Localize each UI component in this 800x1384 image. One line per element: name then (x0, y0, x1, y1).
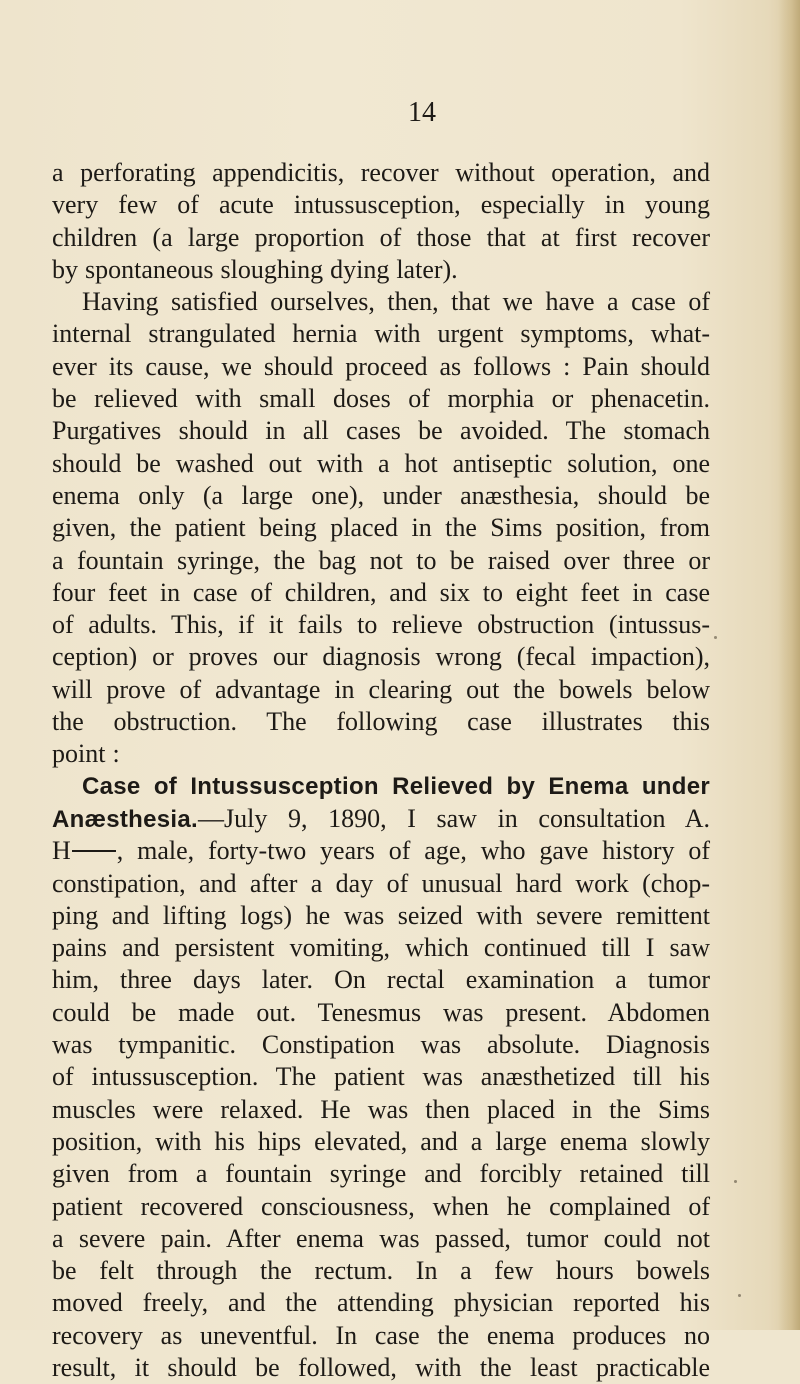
text-line: moved freely, and the attending physician reported his (52, 1288, 710, 1318)
text-line: a perforating appendicitis, recover without operation, and (52, 158, 710, 187)
paper-speck (734, 1180, 737, 1183)
text-line: pains and persistent vomiting, which continued till I saw (52, 933, 710, 963)
text-line: enema only (a large one), under anæsthesia, should be (52, 480, 710, 510)
case-date-text: —July 9, 1890, I saw in consultation A. (198, 803, 710, 833)
patient-initial: H (52, 836, 71, 866)
text-line: a fountain syringe, the bag not to be raised over three or (52, 545, 710, 575)
text-line: four feet in case of children, and six to eight feet in case (52, 577, 710, 607)
case-patient-line (52, 835, 710, 867)
text-line: ever its cause, we should proceed as follows : Pain should (52, 351, 710, 381)
patient-details: , male, forty-two years of age, who gave history of (116, 836, 710, 866)
text-line: should be washed out with a hot antiseptic solution, one (52, 448, 710, 478)
text-line: patient recovered consciousness, when he complained of (52, 1191, 710, 1221)
body-text (52, 157, 710, 1384)
case-heading: Case of Intussusception Relieved by Enema under (82, 772, 710, 800)
text-line: given from a fountain syringe and forcibly retained till (52, 1159, 710, 1189)
text-line: point : (52, 739, 120, 769)
text-line: Purgatives should in all cases be avoided. The stomach (52, 416, 710, 446)
text-line: of intussusception. The patient was anæsthetized till his (52, 1062, 710, 1092)
name-dash (72, 850, 116, 852)
paper-speck (738, 1294, 741, 1297)
case-heading-anaesthesia: Anæsthesia. (52, 805, 199, 833)
paper-speck (714, 636, 717, 639)
text-line: children (a large proportion of those that at first recover (52, 222, 710, 252)
text-line: given, the patient being placed in the Sims position, from (52, 513, 710, 543)
page-number: 14 (408, 97, 436, 128)
text-line: by spontaneous sloughing dying later). (52, 254, 458, 284)
text-line: the obstruction. The following case illustrates this (52, 707, 710, 737)
text-line: a severe pain. After enema was passed, tumor could not (52, 1223, 710, 1253)
text-line: muscles were relaxed. He was then placed in the Sims (52, 1094, 710, 1124)
text-line: ception) or proves our diagnosis wrong (fecal impaction), (52, 642, 710, 672)
text-line: constipation, and after a day of unusual hard work (chop- (52, 868, 710, 898)
text-line: of adults. This, if it fails to relieve obstruction (intussus- (52, 610, 710, 640)
text-line: Having satisfied ourselves, then, that we have a case of (82, 287, 710, 317)
text-line: recovery as uneventful. In case the enema produces no (52, 1320, 710, 1350)
text-line: him, three days later. On rectal examination a tumor (52, 965, 710, 995)
case-heading-continued (52, 803, 710, 835)
text-line: position, with his hips elevated, and a large enema slowly (52, 1126, 710, 1156)
text-line: ping and lifting logs) he was seized with severe remittent (52, 900, 710, 930)
page-edge-shadow (778, 0, 800, 1330)
text-line: will prove of advantage in clearing out the bowels below (52, 674, 710, 704)
text-line: was tympanitic. Constipation was absolute. Diagnosis (52, 1030, 710, 1060)
text-line: be relieved with small doses of morphia or phenacetin. (52, 384, 710, 414)
text-line: could be made out. Tenesmus was present. Abdomen (52, 997, 710, 1027)
text-line: very few of acute intussusception, especially in young (52, 190, 710, 220)
text-line: be felt through the rectum. In a few hours bowels (52, 1256, 710, 1286)
text-line: internal strangulated hernia with urgent symptoms, what- (52, 319, 710, 349)
text-line: result, it should be followed, with the least practicable (52, 1352, 710, 1382)
